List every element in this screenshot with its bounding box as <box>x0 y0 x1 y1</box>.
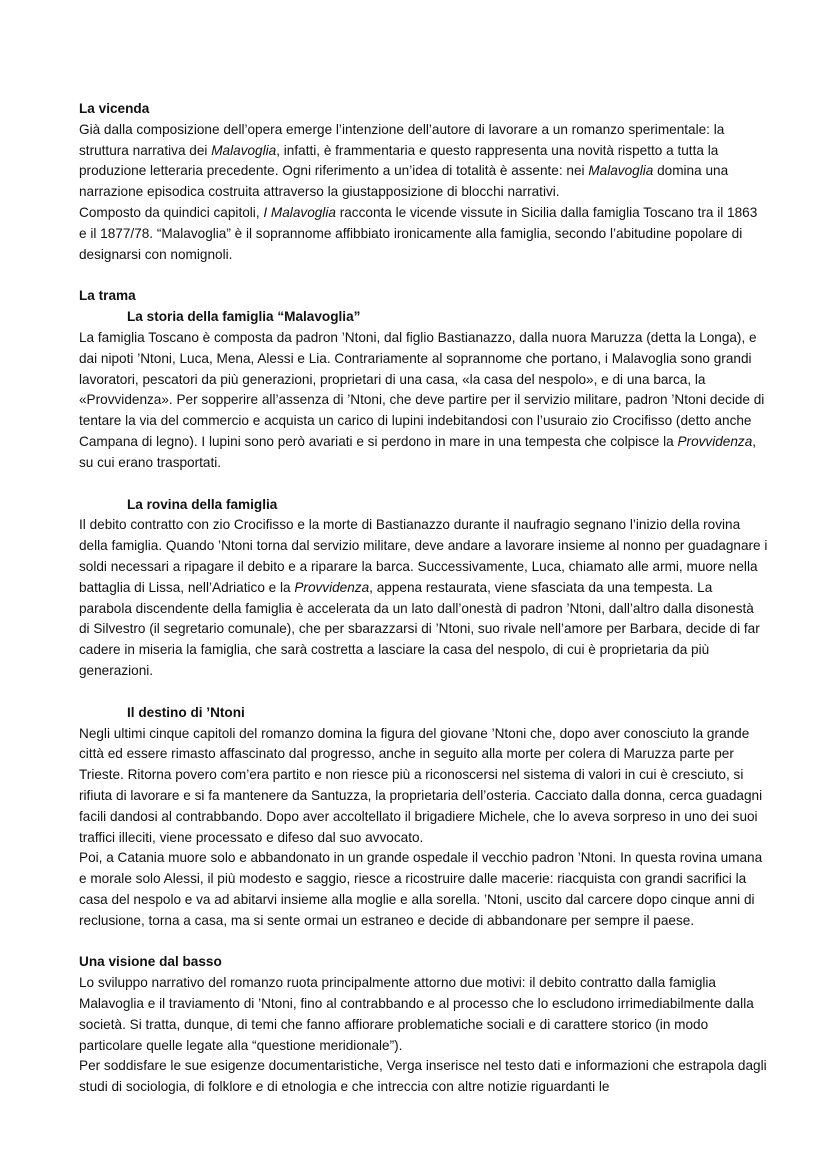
paragraph: Lo sviluppo narrativo del romanzo ruota principalmente attorno due motivi: il debito contratto dalla famiglia Malavoglia e il traviamento di ’Ntoni, fino al contrabbando e al processo che lo escludono irrimediabilmente dalla società. Si tratta, dunque, di temi che fanno affiorare problematiche sociali e di carattere storico (in modo particolare quelle legate alla “questione meridionale”). <box>79 975 754 1053</box>
section-la-vicenda <box>79 99 768 265</box>
paragraph: Il debito contratto con zio Crocifisso e la morte di Bastianazzo durante il naufragio segnano l’inizio della rovina della famiglia. Quando ’Ntoni torna dal servizio militare, deve andare a lavorare insieme al nonno per guadagnare i soldi necessari a ripagare il debito e a riparare la barca. Successivamente, Luca, chiamato alle armi, muore nella battaglia di Lissa, nell’Adriatico e la Provvidenza, appena restaurata, viene sfasciata da una tempesta. La parabola discendente della famiglia è accelerata da un lato dall’onestà di padron ’Ntoni, dall’altro dalla disonestà di Silvestro (il segretario comunale), che per sbarazzarsi di ’Ntoni, suo rivale nell’amore per Barbara, decide di far cadere in miseria la famiglia, che sarà costretta a lasciare la casa del nespolo, di cui è proprietaria da più generazioni. <box>79 517 768 678</box>
section-il-destino <box>79 703 768 932</box>
subsection-heading: La storia della famiglia “Malavoglia” <box>127 309 361 325</box>
paragraph: Già dalla composizione dell’opera emerge l’intenzione dell’autore di lavorare a un romanzo sperimentale: la struttura narrativa dei Malavoglia, infatti, è frammentaria e questo rappresenta una novità rispetto a tutta la produzione letteraria precedente. Ogni riferimento a un’idea di totalità è assente: nei Malavoglia domina una narrazione episodica costruita attraverso la giustapposizione di blocchi narrativi. <box>79 121 729 200</box>
paragraph: Negli ultimi cinque capitoli del romanzo domina la figura del giovane ’Ntoni che, dopo aver conosciuto la grande città ed essere rimasto affascinato dal progresso, anche in seguito alla morte per colera di Maruzza parte per Trieste. Ritorna povero com’era partito e non riesce più a riconoscersi nel sistema di valori in cui è cresciuto, si rifiuta di lavorare e si fa mantenere da Santuzza, la proprietaria dell’osteria. Cacciato dalla donna, cerca guadagni facili dandosi al contrabbando. Dopo aver accoltellato il brigadiere Michele, che lo aveva sorpreso in uno dei suoi traffici illeciti, viene processato e difeso dal suo avvocato. <box>79 725 763 845</box>
section-heading: La vicenda <box>79 101 150 116</box>
subsection-heading: Il destino di ’Ntoni <box>127 704 245 720</box>
section-heading: La trama <box>79 288 136 304</box>
italic-title: I Malavoglia <box>263 204 336 220</box>
paragraph: La famiglia Toscano è composta da padron ’Ntoni, dal figlio Bastianazzo, dalla nuora Maruzza (detta la Longa), e dai nipoti ’Ntoni, Luca, Mena, Alessi e Lia. Contrariamente al soprannome che portano, i Malavoglia sono grandi lavoratori, pescatori da più generazioni, proprietari di una casa, «la casa del nespolo», e di una barca, la «Provvidenza». Per sopperire all’assenza di ’Ntoni, che deve partire per il servizio militare, padron ’Ntoni decide di tentare la via del commercio e acquista un carico di lupini indebitandosi con l’usuraio zio Crocifisso (detto anche Campana di legno). I lupini sono però avariati e si perdono in mare in una tempesta che colpisce la Provvidenza, su cui erano trasportati. <box>79 329 765 470</box>
italic-title: Malavoglia <box>588 163 654 179</box>
section-visione-dal-basso <box>79 952 768 1098</box>
italic-title: Provvidenza <box>294 579 370 595</box>
italic-title: Provvidenza <box>677 433 753 449</box>
italic-title: Malavoglia <box>211 142 277 158</box>
subsection-heading: La rovina della famiglia <box>127 496 278 512</box>
section-la-rovina <box>79 495 768 682</box>
paragraph: Composto da quindici capitoli, I Malavoglia racconta le vicende vissute in Sicilia dalla famiglia Toscano tra il 1863 e il 1877/78. “Malavoglia” è il soprannome affibbiato ironicamente alla famiglia, secondo l’abitudine popolare di designarsi con nomignoli. <box>79 204 758 262</box>
paragraph: Per soddisfare le sue esigenze documentaristiche, Verga inserisce nel testo dati e informazioni che estrapola dagli studi di sociologia, di folklore e di etnologia e che intreccia con altre notizie riguardanti le <box>79 1058 767 1095</box>
section-la-trama <box>79 286 768 473</box>
paragraph: Poi, a Catania muore solo e abbandonato in un grande ospedale il vecchio padron ’Ntoni. In questa rovina umana e morale solo Alessi, il più modesto e saggio, riesce a ricostruire dalle macerie: riacquista con grandi sacrifici la casa del nespolo e va ad abitarvi insieme alla moglie e alla sorella. ’Ntoni, uscito dal carcere dopo cinque anni di reclusione, torna a casa, ma si sente ormai un estraneo e decide di abbandonare per sempre il paese. <box>79 850 763 928</box>
section-heading: Una visione dal basso <box>79 954 222 970</box>
